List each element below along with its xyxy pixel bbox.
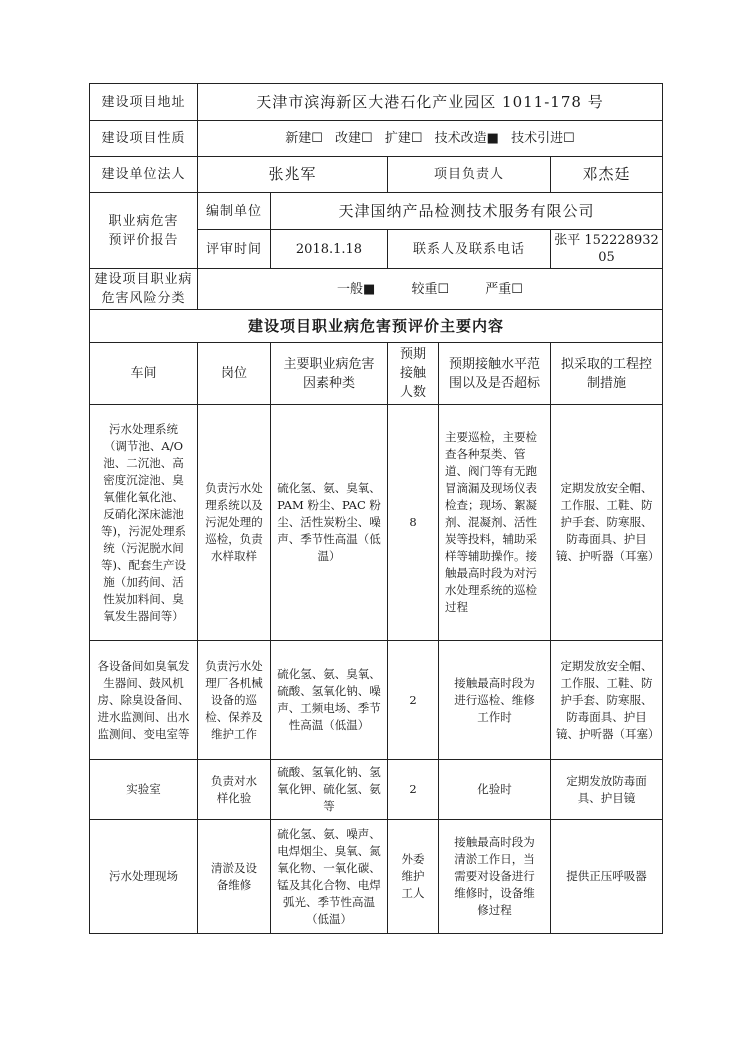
nature-option-tech-import: 技术引进☐ <box>511 131 575 146</box>
row4-hazards: 硫化氢、氨、噪声、电焊烟尘、臭氧、氮氧化物、一氧化碳、锰及其化合物、电焊弧光、季节性高温（低温） <box>271 820 388 934</box>
row3-workshop: 实验室 <box>90 760 198 820</box>
row3-post: 负责对水样化验 <box>198 760 271 820</box>
legal-rep-row <box>90 157 663 193</box>
row1-exposure: 主要巡检，主要检查各种泵类、管道、阀门等有无跑冒滴漏及现场仪表检查；现场、絮凝剂、混凝剂、活性炭等投料，辅助采样等辅助操作。接触最高时段为对污水处理系统的巡检过程 <box>439 405 551 641</box>
table-row <box>90 405 663 641</box>
compiler-label: 编制单位 <box>198 193 271 230</box>
row3-hazards: 硫酸、氢氧化钠、氢氧化钾、硫化氢、氨等 <box>271 760 388 820</box>
row3-controls: 定期发放防毒面具、护目镜 <box>551 760 663 820</box>
nature-option-rebuild: 改建☐ <box>335 131 373 146</box>
row4-workshop: 污水处理现场 <box>90 820 198 934</box>
manager-value: 邓杰廷 <box>551 157 663 193</box>
review-time-label: 评审时间 <box>198 230 271 269</box>
header-headcount: 预期接触人数 <box>388 343 439 405</box>
row3-exposure: 化验时 <box>439 760 551 820</box>
nature-options <box>198 121 663 157</box>
risk-label: 建设项目职业病危害风险分类 <box>90 269 198 310</box>
row2-controls: 定期发放安全帽、工作服、工鞋、防护手套、防寒服、防毒面具、护目镜、护听器（耳塞） <box>551 641 663 760</box>
row2-post: 负责污水处理厂各机械设备的巡检、保养及维护工作 <box>198 641 271 760</box>
row1-controls: 定期发放安全帽、工作服、工鞋、防护手套、防寒服、防毒面具、护目镜、护听器（耳塞） <box>551 405 663 641</box>
address-row <box>90 84 663 121</box>
nature-option-expand: 扩建☐ <box>384 131 423 146</box>
header-exposure: 预期接触水平范围以及是否超标 <box>439 343 551 405</box>
risk-option-severe: 严重☐ <box>485 281 523 297</box>
row4-controls: 提供正压呼吸器 <box>551 820 663 934</box>
row1-headcount: 8 <box>388 405 439 641</box>
risk-options <box>198 269 663 310</box>
table-header-row <box>90 343 663 405</box>
header-workshop: 车间 <box>90 343 198 405</box>
compiler-value: 天津国纳产品检测技术服务有限公司 <box>271 193 663 230</box>
report-label: 职业病危害预评价报告 <box>90 193 198 269</box>
header-hazards: 主要职业病危害因素种类 <box>271 343 388 405</box>
review-time-value: 2018.1.18 <box>271 230 388 269</box>
header-controls: 拟采取的工程控制措施 <box>551 343 663 405</box>
legal-rep-label: 建设单位法人 <box>90 157 198 193</box>
row1-workshop: 污水处理系统（调节池、A/O池、二沉池、高密度沉淀池、臭氧催化氧化池、反硝化深床滤池等)，污泥处理系统（污泥脱水间等)、配套生产设施（加药间、活性炭加料间、臭氧发生器间等） <box>90 405 198 641</box>
nature-label: 建设项目性质 <box>90 121 198 157</box>
row1-post: 负责污水处理系统以及污泥处理的巡检，负责水样取样 <box>198 405 271 641</box>
section-title: 建设项目职业病危害预评价主要内容 <box>90 310 663 343</box>
row4-post: 清淤及设备维修 <box>198 820 271 934</box>
contact-label: 联系人及联系电话 <box>388 230 551 269</box>
nature-option-tech-renovation: 技术改造■ <box>434 131 499 146</box>
row2-hazards: 硫化氢、氨、臭氧、硫酸、氢氧化钠、噪声、工频电场、季节性高温（低温） <box>271 641 388 760</box>
row2-headcount: 2 <box>388 641 439 760</box>
row3-headcount: 2 <box>388 760 439 820</box>
contact-value: 张平 15222893205 <box>551 230 663 269</box>
table-row <box>90 760 663 820</box>
risk-option-general: 一般■ <box>337 281 376 297</box>
section-title-row <box>90 310 663 343</box>
risk-row <box>90 269 663 310</box>
table-row <box>90 820 663 934</box>
address-label: 建设项目地址 <box>90 84 198 121</box>
risk-option-serious: 较重☐ <box>411 281 450 297</box>
table-row <box>90 641 663 760</box>
compiler-row <box>90 193 663 230</box>
manager-label: 项目负责人 <box>388 157 551 193</box>
row2-exposure: 接触最高时段为进行巡检、维修工作时 <box>439 641 551 760</box>
row1-hazards: 硫化氢、氨、臭氧、PAM 粉尘、PAC 粉尘、活性炭粉尘、噪声、季节性高温（低温） <box>271 405 388 641</box>
row2-workshop: 各设备间如臭氧发生器间、鼓风机房、除臭设备间、进水监测间、出水监测间、变电室等 <box>90 641 198 760</box>
row4-exposure: 接触最高时段为清淤工作日，当需要对设备进行维修时，设备维修过程 <box>439 820 551 934</box>
row4-headcount: 外委维护工人 <box>388 820 439 934</box>
evaluation-form-table <box>89 83 663 934</box>
nature-row <box>90 121 663 157</box>
legal-rep-value: 张兆军 <box>198 157 388 193</box>
header-post: 岗位 <box>198 343 271 405</box>
nature-option-new: 新建☐ <box>285 131 323 146</box>
address-value: 天津市滨海新区大港石化产业园区 1011-178 号 <box>198 84 663 121</box>
